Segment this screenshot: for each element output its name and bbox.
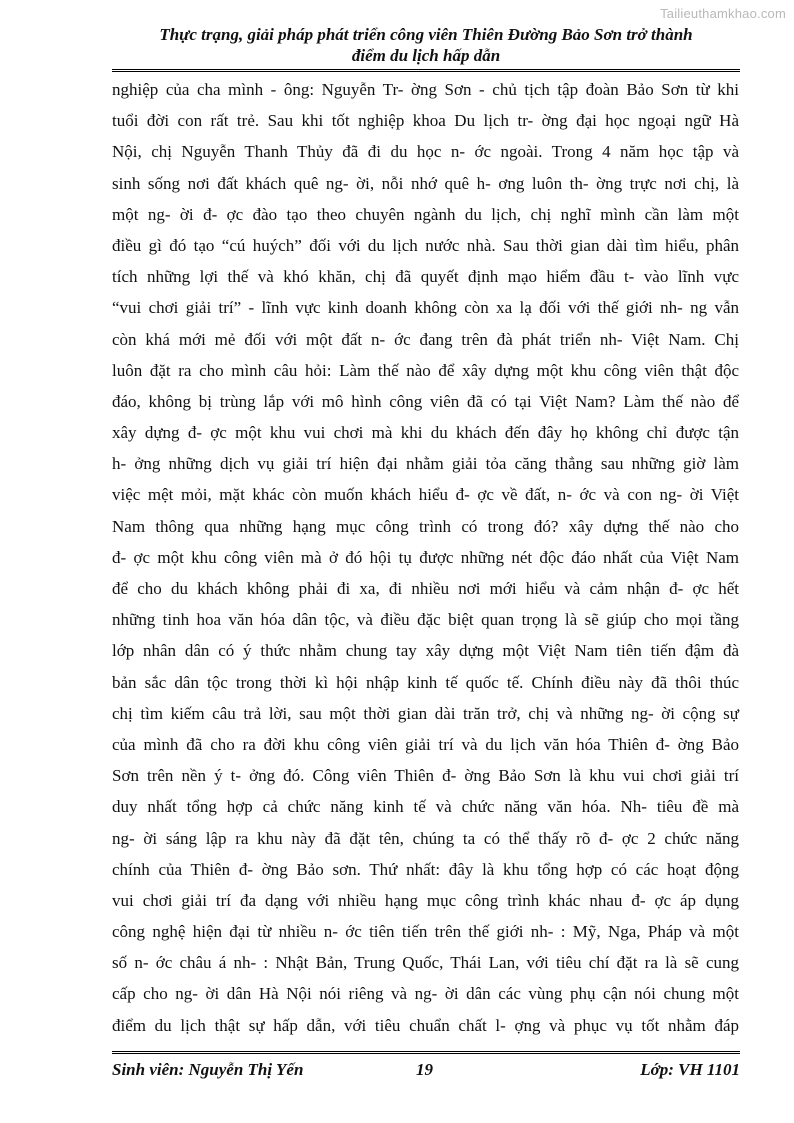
body-line: còn khá mới mẻ đối với một đất n- ớc đang trên đà phát triển nh- Việt Nam. Chị [112,329,739,349]
page-footer [112,1058,740,1082]
body-line: điều gì đó tạo “cú huých” đối với du lịch nước nhà. Sau thời gian dài tìm hiểu, phân [112,235,739,255]
body-paragraph [112,74,739,1041]
body-line: bản sắc dân tộc trong thời kì hội nhập kinh tế quốc tế. Chính điều này đã thôi thúc [112,672,739,692]
body-line: việc mệt mỏi, mặt khác còn muốn khách hiểu đ- ợc về đất, n- ớc và con ng- ời Việt [112,485,739,505]
watermark-text: Tailieuthamkhao.com [660,6,786,21]
body-line: số n- ớc châu á nh- : Nhật Bản, Trung Quốc, Thái Lan, với tiêu chí đặt ra là sẽ cung [112,953,739,973]
body-line: ng- ời sáng lập ra khu này đã đặt tên, chúng ta có thể thấy rõ đ- ợc 2 chức năng [112,828,739,848]
body-line: Sơn trên nền ý t- ởng đó. Công viên Thiên đ- ờng Bảo Sơn là khu vui chơi giải trí [112,766,739,786]
body-line: Nội, chị Nguyễn Thanh Thủy đã đi du học n- ớc ngoài. Trong 4 năm học tập và [112,142,739,162]
body-line: chị tìm kiếm câu trả lời, sau một thời gian dài trăn trở, chị và những ng- ời cộng sự [112,703,739,723]
body-line: chính của Thiên đ- ờng Bảo sơn. Thứ nhất: đây là khu tổng hợp có các hoạt động [112,859,739,879]
body-line: nghiệp của cha mình - ông: Nguyễn Tr- ờng Sơn - chủ tịch tập đoàn Bảo Sơn từ khi [112,80,739,99]
body-line: vui chơi giải trí đa dạng với nhiều hạng mục công trình khác nhau đ- ợc áp dụng [112,890,739,910]
footer-class-label: Lớp: VH 1101 [640,1060,740,1079]
footer-divider [112,1051,740,1054]
body-line: xây dựng đ- ợc một khu vui chơi mà khi du khách đến đây họ không chỉ được tận [112,423,739,443]
footer-student-name: Sinh viên: Nguyễn Thị Yến [112,1060,304,1079]
body-line: một ng- ời đ- ợc đào tạo theo chuyên ngành du lịch, chị nghĩ mình cần làm một [112,204,739,224]
body-line: Nam thông qua những hạng mục công trình có trong đó? xây dựng thế nào cho [112,516,739,536]
body-line: “vui chơi giải trí” - lĩnh vực kinh doanh không còn xa lạ đối với thế giới nh- ng vẫn [112,298,739,318]
page-header [112,24,740,66]
body-line: điểm du lịch thật sự hấp dẫn, với tiêu chuẩn chất l- ợng và phục vụ tốt nhằm đáp [112,1015,739,1035]
body-line: những tinh hoa văn hóa dân tộc, và điều đặc biệt quan trọng là sẽ giúp cho mọi tầng [112,610,739,630]
header-divider [112,69,740,72]
body-line: của mình đã cho ra đời khu công viên giải trí và du lịch văn hóa Thiên đ- ờng Bảo [112,734,739,754]
body-line: cấp cho ng- ời dân Hà Nội nói riêng và ng- ời dân các vùng phụ cận nói chung một [112,984,739,1004]
body-line: duy nhất tổng hợp cả chức năng kinh tế và chức năng văn hóa. Nh- tiêu đề mà [112,797,739,817]
body-line: h- ởng những dịch vụ giải trí hiện đại nhằm giải tỏa căng thẳng sau những giờ làm [112,454,739,474]
body-line: lớp nhân dân có ý thức nhằm chung tay xây dựng một Việt Nam tiên tiến đậm đà [112,641,739,661]
header-title-line-1: Thực trạng, giải pháp phát triển công viên Thiên Đường Bảo Sơn trở thành [159,25,693,44]
body-line: đ- ợc một khu công viên mà ở đó hội tụ được những nét độc đáo nhất của Việt Nam [112,547,739,567]
body-line: công nghệ hiện đại từ nhiều n- ớc tiên tiến trên thế giới nh- : Mỹ, Nga, Pháp và một [112,922,739,942]
footer-page-number: 19 [416,1060,433,1079]
header-title-line-2: điểm du lịch hấp dẫn [351,46,501,65]
body-line: tích những lợi thế và khó khăn, chị đã quyết định mạo hiểm đầu t- vào lĩnh vực [112,267,739,287]
body-line: luôn đặt ra cho mình câu hỏi: Làm thế nào để xây dựng một khu công viên thật độc [112,360,739,380]
body-line: sinh sống nơi đất khách quê ng- ời, nỗi nhớ quê h- ơng luôn th- ờng trực nơi chị, là [112,173,739,193]
body-line: để cho du khách không phải đi xa, đi nhiều nơi mới hiểu và cảm nhận đ- ợc hết [112,579,739,598]
body-line: đáo, không bị trùng lắp với mô hình công viên đã có tại Việt Nam? Làm thế nào để [112,391,739,411]
body-line: tuổi đời con rất trẻ. Sau khi tốt nghiệp khoa Du lịch tr- ờng đại học ngoại ngữ Hà [112,111,739,131]
